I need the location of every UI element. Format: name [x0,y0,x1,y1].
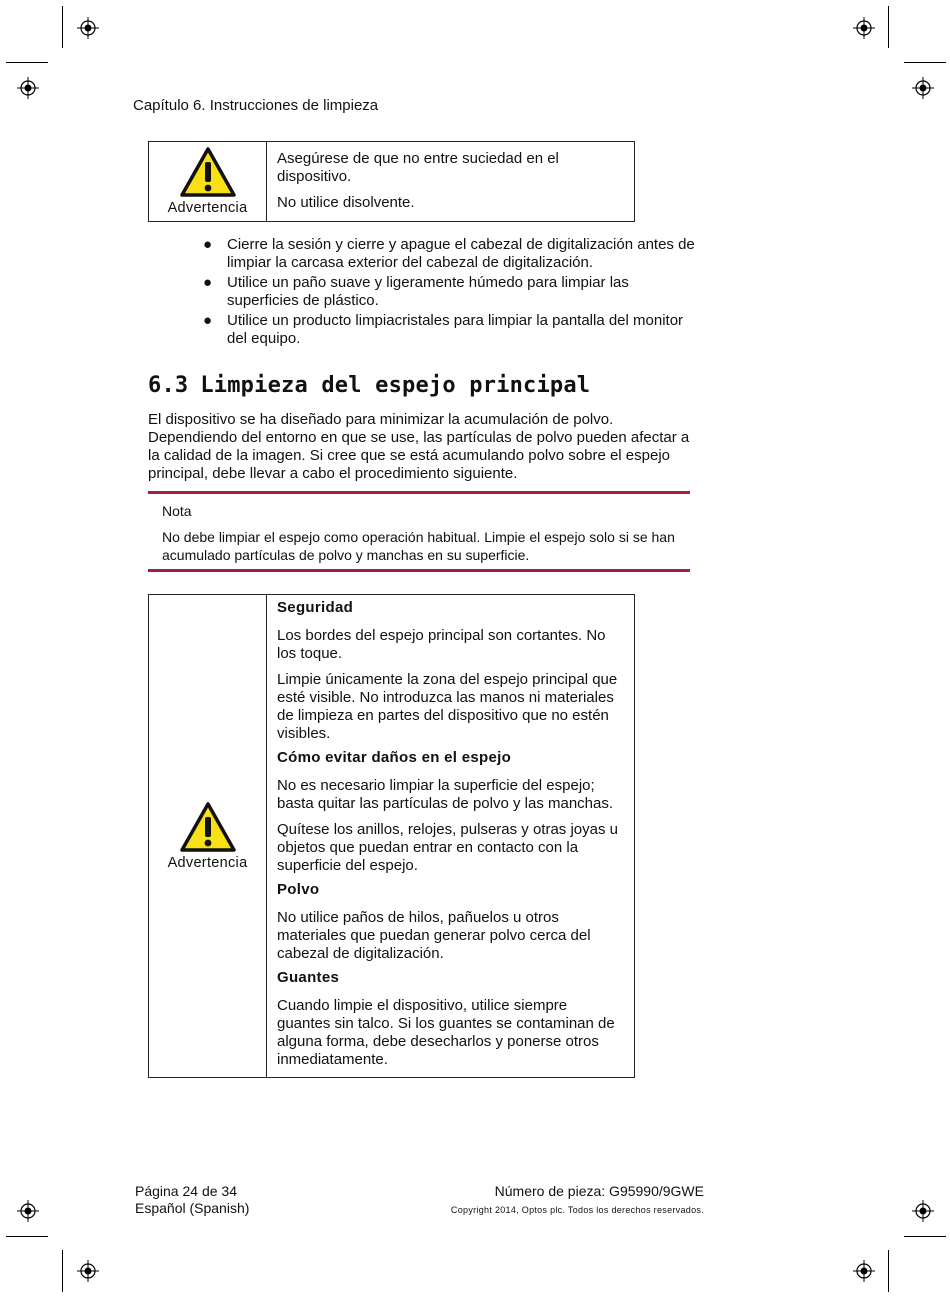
list-item-text: Utilice un paño suave y ligeramente húmedo para limpiar las superficies de plástico. [227,274,629,309]
warning-group-heading: Polvo [277,881,320,898]
bullet-icon: ● [203,312,213,329]
chapter-heading: Capítulo 6. Instrucciones de limpieza [133,97,379,114]
warning-paragraph: Limpie únicamente la zona del espejo principal que esté visible. No introduzca las manos ni materiales de limpieza en partes del dispositivo que no estén visibles. [277,671,618,742]
crop-mark [62,6,63,48]
registration-mark-icon [17,1200,39,1222]
warning-group-heading: Cómo evitar daños en el espejo [277,749,512,766]
warning-box [148,594,635,1078]
crop-mark [888,6,889,48]
page-number: Página 24 de 34 [135,1183,237,1199]
note-text: No debe limpiar el espejo como operación habitual. Limpie el espejo solo si se han acumulado partículas de polvo y manchas en su superficie. [162,529,675,563]
crop-mark [904,1236,946,1237]
warning-paragraph: No utilice disolvente. [277,194,415,211]
registration-mark-icon [853,1260,875,1282]
note-title: Nota [162,503,192,519]
warning-paragraph: Los bordes del espejo principal son cortantes. No los toque. [277,627,606,662]
warning-text-cell [267,595,635,1078]
registration-mark-icon [77,1260,99,1282]
registration-mark-icon [912,1200,934,1222]
list-item-text: Utilice un producto limpiacristales para limpiar la pantalla del monitor del equipo. [227,312,684,347]
registration-mark-icon [853,17,875,39]
warning-triangle-icon [179,146,237,198]
crop-mark [888,1250,889,1292]
language-label: Español (Spanish) [135,1200,250,1216]
bullet-icon: ● [203,236,213,253]
crop-mark [6,1236,48,1237]
registration-mark-icon [17,77,39,99]
note-bottom-rule [148,569,690,572]
bullet-list [203,236,698,350]
footer-left [135,1183,249,1217]
warning-paragraph: No utilice paños de hilos, pañuelos u otros materiales que puedan generar polvo cerca del cabezal de digitalización. [277,909,591,962]
warning-group-heading: Guantes [277,969,340,986]
warning-text-cell [267,142,635,222]
bullet-icon: ● [203,274,213,291]
intro-paragraph: El dispositivo se ha diseñado para minimizar la acumulación de polvo. Dependiendo del entorno en que se use, las partículas de polvo pueden afectar a la calidad de la imagen. Si cree que se está acumulando polvo sobre el espejo principal, debe llevar a cabo el procedimiento siguiente. [148,411,690,482]
warning-triangle-icon [179,801,237,853]
warning-paragraph: No es necesario limpiar la superficie del espejo; basta quitar las partículas de polvo y las manchas. [277,777,614,812]
warning-box [148,141,635,222]
warning-icon-cell [149,142,267,222]
warning-label: Advertencia [167,855,248,871]
crop-mark [904,62,946,63]
list-item [203,236,698,272]
section-number: 6.3 [148,373,189,398]
footer-right [451,1183,704,1219]
copyright-notice: Copyright 2014, Optos plc. Todos los derechos reservados. [450,1205,704,1215]
section-title: Limpieza del espejo principal [200,373,591,398]
warning-paragraph: Asegúrese de que no entre suciedad en el dispositivo. [277,150,559,185]
section-heading [148,373,590,398]
list-item-text: Cierre la sesión y cierre y apague el cabezal de digitalización antes de limpiar la carcasa exterior del cabezal de digitalización. [227,236,695,271]
warning-icon-cell [149,595,267,1078]
crop-mark [62,1250,63,1292]
warning-label: Advertencia [167,200,248,216]
crop-mark [6,62,48,63]
note-top-rule [148,491,690,494]
registration-mark-icon [77,17,99,39]
warning-paragraph: Quítese los anillos, relojes, pulseras y otras joyas u objetos que puedan entrar en contacto con la superficie del espejo. [277,821,618,874]
list-item [203,312,698,348]
warning-group-heading: Seguridad [277,599,354,616]
part-number: Número de pieza: G95990/9GWE [494,1183,704,1199]
list-item [203,274,698,310]
warning-paragraph: Cuando limpie el dispositivo, utilice siempre guantes sin talco. Si los guantes se contaminan de alguna forma, debe desecharlos y ponerse otros inmediatamente. [277,997,615,1068]
registration-mark-icon [912,77,934,99]
